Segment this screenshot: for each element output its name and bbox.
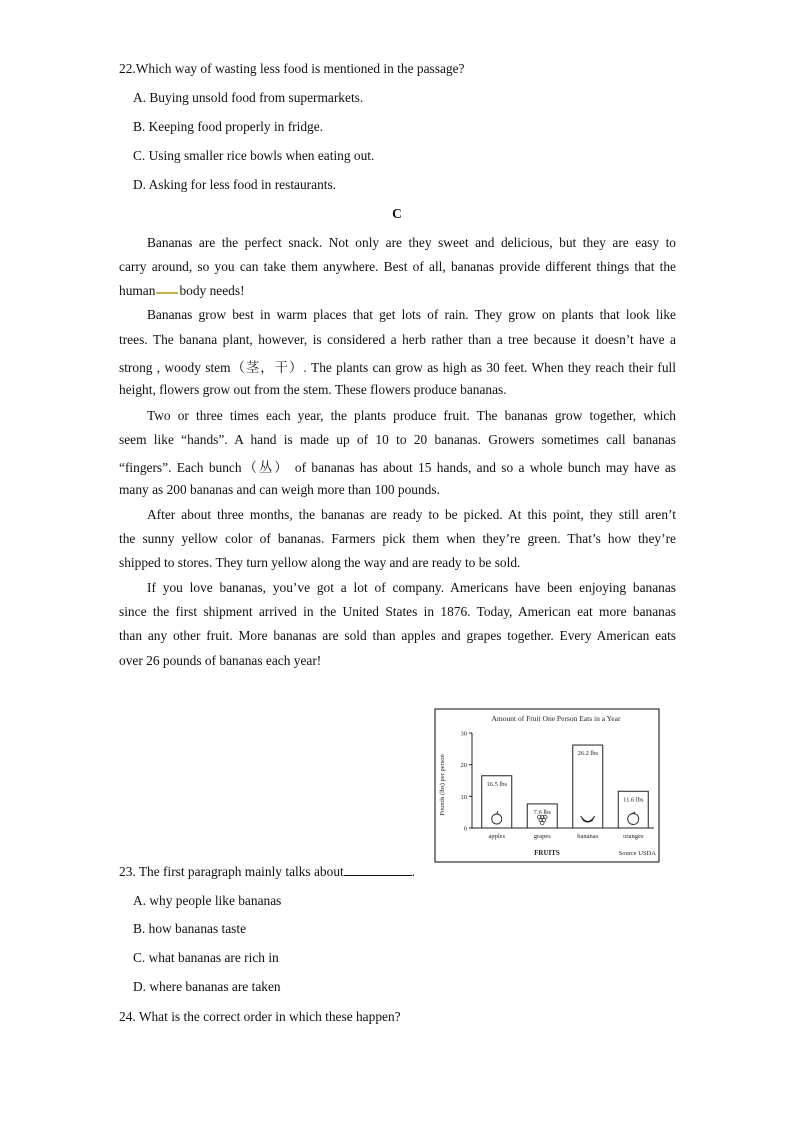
q23-option-c: C. what bananas are rich in bbox=[133, 950, 279, 965]
y-tick-label: 20 bbox=[460, 762, 467, 770]
passage-line: trees. The banana plant, however, is considered a herb rather than a tree because it doesn’t have a bbox=[119, 332, 676, 347]
question-23-text: 23. The first paragraph mainly talks about bbox=[119, 864, 344, 879]
passage-line: If you love bananas, you’ve got a lot of company. Americans have been enjoying bananas bbox=[147, 580, 676, 595]
bar-value-label: 26.2 lbs bbox=[577, 750, 599, 758]
passage-line: shipped to stores. They turn yellow along the way and are ready to be sold. bbox=[119, 555, 521, 570]
passage-line: since the first shipment arrived in the United States in 1876. Today, American eat more bananas bbox=[119, 604, 676, 619]
passage-line: over 26 pounds of bananas each year! bbox=[119, 653, 322, 668]
passage-line: seem like “hands”. A hand is made up of 10 to 20 bananas. Growers sometimes call bananas bbox=[119, 432, 676, 447]
passage-line: the sunny yellow color of bananas. Farmers pick them when they’re green. That’s how they’re bbox=[119, 531, 676, 546]
chart-y-axis-label: Pounds (lbs) per person bbox=[439, 754, 446, 816]
x-tick-label: oranges bbox=[623, 833, 644, 840]
y-tick-label: 10 bbox=[460, 793, 467, 801]
passage-line bbox=[119, 283, 676, 299]
passage-line: Two or three times each year, the plants produce fruit. The bananas grow together, which bbox=[147, 408, 676, 423]
q23-option-d: D. where bananas are taken bbox=[133, 979, 281, 994]
question-23-end: . bbox=[411, 864, 416, 879]
y-tick-label: 30 bbox=[460, 730, 467, 738]
x-tick-label: apples bbox=[488, 833, 506, 840]
bar-grapes bbox=[527, 804, 557, 828]
passage-line: “fingers”. Each bunch（丛） of bananas has about 15 hands, and so a whole bunch may have as bbox=[119, 460, 676, 475]
chart-title: Amount of Fruit One Person Eats in a Year bbox=[491, 714, 621, 723]
passage-line: strong , woody stem（茎，干）. The plants can grow as high as 30 feet. When they reach their full bbox=[119, 360, 676, 375]
x-tick-label: bananas bbox=[577, 833, 599, 840]
fruit-bar-chart bbox=[432, 707, 662, 865]
passage-text: body needs! bbox=[179, 283, 245, 298]
answer-blank bbox=[156, 292, 178, 294]
y-tick-label: 0 bbox=[463, 825, 467, 833]
bar-value-label: 16.5 lbs bbox=[486, 780, 508, 788]
bar-value-label: 11.6 lbs bbox=[623, 796, 644, 804]
chart-source: Source USDA bbox=[618, 850, 656, 857]
passage-text: human bbox=[119, 283, 156, 298]
q22-option-c: C. Using smaller rice bowls when eating out. bbox=[133, 148, 375, 163]
question-24: 24. What is the correct order in which these happen? bbox=[119, 1009, 401, 1024]
q22-option-b: B. Keeping food properly in fridge. bbox=[133, 119, 324, 134]
answer-blank bbox=[344, 875, 412, 876]
passage-line: than any other fruit. More bananas are sold than apples and grapes together. Every American eats bbox=[119, 628, 676, 643]
passage-line: many as 200 bananas and can weigh more than 100 pounds. bbox=[119, 482, 440, 497]
bar-value-label: 7.6 lbs bbox=[533, 808, 551, 816]
passage-line: Bananas are the perfect snack. Not only are they sweet and delicious, but they are easy to bbox=[147, 235, 676, 250]
q22-option-a: A. Buying unsold food from supermarkets. bbox=[133, 90, 364, 105]
question-22: 22.Which way of wasting less food is mentioned in the passage? bbox=[119, 61, 465, 76]
bar-bananas bbox=[573, 745, 603, 828]
q23-option-b: B. how bananas taste bbox=[133, 921, 247, 936]
x-tick-label: grapes bbox=[533, 833, 551, 840]
section-label: C bbox=[392, 206, 402, 221]
chart-x-axis-label: FRUITS bbox=[534, 849, 560, 857]
question-23 bbox=[119, 864, 415, 880]
passage-line: carry around, so you can take them anywhere. Best of all, bananas provide different things that the bbox=[119, 259, 676, 274]
q23-option-a: A. why people like bananas bbox=[133, 893, 282, 908]
passage-line: After about three months, the bananas are ready to be picked. At this point, they still aren’t bbox=[147, 507, 676, 522]
passage-line: height, flowers grow out from the stem. These flowers produce bananas. bbox=[119, 382, 507, 397]
q22-option-d: D. Asking for less food in restaurants. bbox=[133, 177, 337, 192]
passage-line: Bananas grow best in warm places that get lots of rain. They grow on plants that look like bbox=[147, 307, 676, 322]
